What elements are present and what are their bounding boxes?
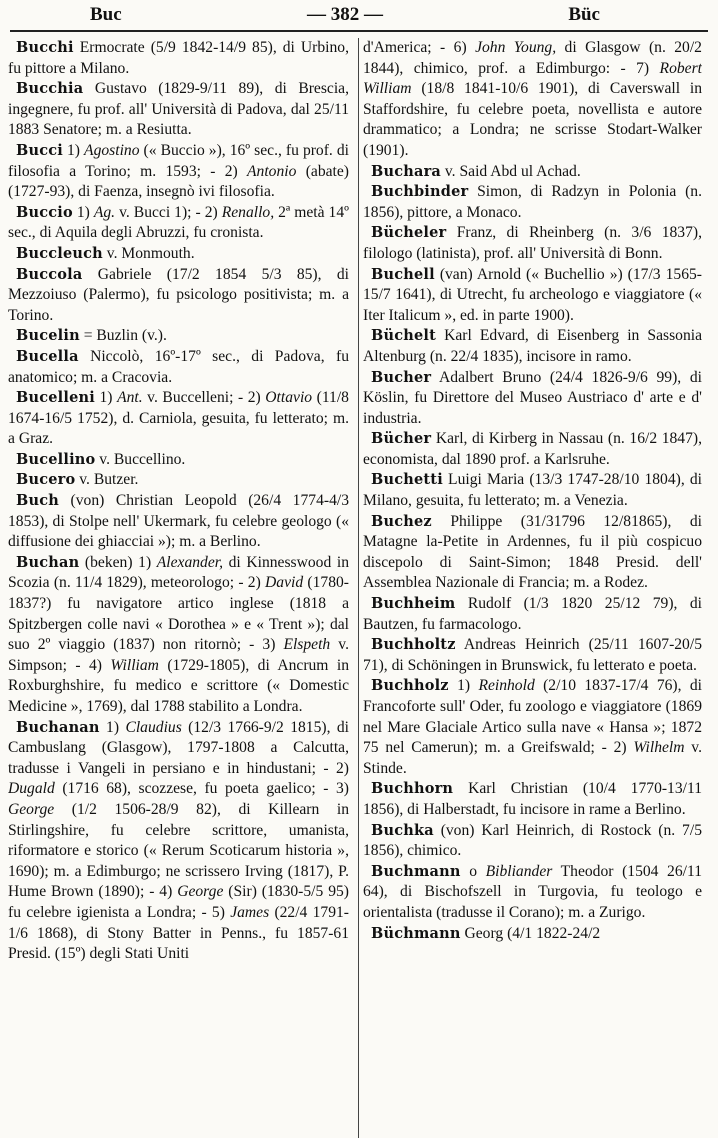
- entry-headword: Buchan: [16, 553, 80, 571]
- entry-headword: Bucellino: [16, 450, 96, 468]
- column-divider: [358, 38, 359, 1138]
- entry-headword: Buccio: [16, 203, 73, 221]
- entry-italic-text: Alexander,: [156, 553, 223, 571]
- entry-text: (22/4 1791-1/6 1868), di Stony Batter in Penns., fu 1857-61 Presid. (15º) degli Stati Uniti: [8, 903, 350, 963]
- dictionary-entry: [363, 862, 702, 924]
- entry-headword: Buchara: [371, 162, 441, 180]
- entry-text: o: [460, 862, 486, 880]
- entry-italic-text: Reinhold: [478, 677, 535, 695]
- entry-italic-text: Wilhelm: [633, 739, 685, 757]
- entry-text: ), di Urbino, fu pittore a Milano.: [8, 39, 349, 77]
- dictionary-entry: [363, 182, 702, 223]
- entry-headword: Buchetti: [371, 471, 443, 489]
- entry-text: Andreas Heinrich (25/11 1607-20/5 71), di Schöningen in Brunswick, fu letterato e poeta.: [363, 636, 702, 674]
- entry-text: Gabriele (17/2 1854 5/3 85), di Mezzoiuso (Palermo), fu psicologo positivista; m. a Torino.: [8, 265, 349, 324]
- dictionary-entry: [363, 594, 702, 635]
- entry-text: 1): [99, 718, 126, 736]
- entry-italic-text: Agostino: [84, 141, 140, 159]
- entry-text: (abate) (1727-93), di Faenza, insegnò ivi filosofia.: [8, 162, 349, 201]
- entry-headword: Buchbinder: [371, 183, 469, 201]
- dictionary-entry: [8, 388, 349, 450]
- dictionary-entry: [363, 470, 702, 511]
- dictionary-entry: [363, 924, 702, 945]
- entry-text: (1/2 1506-28/9 82), di Killearn in Stirlingshire, fu celebre scrittore, umanista, riformatore e storico (« Rerum Scoticarum historia », 1690); m. a Edimburgo; ne scrissero Irving (1817), P. Hume Brown (1890); - 4): [8, 800, 349, 901]
- entry-headword: Buchez: [371, 512, 432, 530]
- entry-headword: Buch: [16, 492, 59, 510]
- entry-text: v. Monmouth.: [102, 244, 195, 262]
- dictionary-entry: [8, 491, 349, 553]
- dictionary-entry: [8, 553, 349, 718]
- entry-headword: Buccola: [16, 265, 83, 283]
- entry-headword: Buchholz: [371, 677, 449, 695]
- entry-headword: Buchmann: [371, 862, 461, 880]
- entry-text: = Buzlin (v.).: [79, 327, 167, 345]
- dictionary-entry: [8, 141, 349, 203]
- entry-text: d'America; - 6): [363, 39, 476, 56]
- entry-text: Niccolò, 16º-17º sec., di Padova, fu anatomico; m. a Cracovia.: [8, 347, 349, 386]
- entry-headword: Buchholtz: [371, 636, 456, 654]
- dictionary-entry: [8, 38, 349, 79]
- entry-text: 1): [94, 389, 118, 407]
- entry-text: (Sir) (1830-5/5 95) fu celebre igienista a Londra; - 5): [8, 883, 349, 921]
- entry-text: Karl, di Kirberg in Nassau (n. 16/2 1847), economista, dal 1890 prof. a Karlsruhe.: [363, 430, 702, 468]
- dictionary-entry: [363, 265, 702, 327]
- entry-italic-text: Ag.: [93, 203, 116, 221]
- entry-text: Adalbert Bruno (24/4 1826-9/6 99), di Köslin, fu Direttore del Museo Austriaco d' arte e d' industria.: [363, 368, 702, 427]
- entry-text: (12/3 1766-9/2 1815), di Cambuslang (Glasgow), 1797-1808 a Calcutta, tradusse i Vangeli in persiano e in hindustani; - 2): [8, 718, 349, 777]
- entry-text: 5/9 1842-14/9 85: [155, 39, 268, 56]
- entry-text: Franz, di Rheinberg (n. 3/6 1837), filologo (latinista), prof. all' Università di Bonn.: [363, 224, 702, 262]
- entry-headword: Bucero: [16, 471, 76, 489]
- dictionary-entry: [8, 203, 349, 244]
- entry-text: v. Simpson; - 4): [8, 636, 349, 674]
- entry-headword: Bucci: [16, 141, 63, 159]
- entry-text: Georg (4/1 1822-24/2: [460, 924, 601, 942]
- left-column: [8, 38, 355, 965]
- entry-text: (« Buccio »), 16º sec., fu prof. di filosofia a Torino; m. 1593; - 2): [8, 141, 349, 180]
- dictionary-entry: [8, 244, 349, 265]
- entry-text: di Kinnesswood in Scozia (n. 11/4 1829), meteorologo; - 2): [8, 553, 349, 592]
- dictionary-entry: [8, 326, 349, 347]
- entry-text: (2/10 1837-17/4 76), di Francoforte sull' Oder, fu zoologo e viaggiatore (1869 nel Mare Glaciale Artico sulla nave « Hansa »; 1872 75 nel Camerun); m. a Greifswald; - 2): [363, 677, 702, 757]
- dictionary-entry: [8, 450, 349, 471]
- entry-italic-text: Ottavio: [265, 389, 313, 407]
- entry-text: (18/8 1841-10/6 1901), di Caverswall in Staffordshire, fu celebre poeta, novellista e autore drammatico; a Londra; ne scrisse Stodart-Walker (1901).: [363, 80, 702, 159]
- entry-text: v. Buccellino.: [95, 450, 186, 468]
- entry-headword: Bucelin: [16, 327, 80, 345]
- entry-text: 1): [62, 141, 85, 159]
- entry-text: v. Buccelleni; - 2): [142, 389, 266, 407]
- page-header: [10, 4, 708, 32]
- two-column-body: [8, 38, 710, 965]
- entry-headword: Bucchia: [16, 80, 84, 98]
- entry-text: Simon, di Radzyn in Polonia (n. 1856), pittore, a Monaco.: [363, 183, 702, 221]
- entry-text: Karl Christian (10/4 1770-13/11 1856), di Halberstadt, fu incisore in rame a Berlino.: [363, 780, 702, 818]
- running-head-left: Buc: [90, 4, 122, 25]
- entry-text: (1729-1805), di Ancrum in Roxburghshire, fu medico e scrittore (« Domestic Medicine », 1769), dal 1788 stabilito a Londra.: [8, 656, 349, 715]
- entry-italic-text: Antonio: [247, 162, 297, 180]
- entry-text: (beken) 1): [79, 553, 157, 571]
- entry-italic-text: Renallo,: [221, 203, 275, 221]
- dictionary-entry: [363, 512, 702, 594]
- entry-headword: Buchheim: [371, 595, 456, 613]
- dictionary-entry: [363, 821, 702, 862]
- entry-headword: Buccleuch: [16, 244, 103, 262]
- dictionary-entry: [8, 470, 349, 491]
- entry-text: (1716 68), scozzese, fu poeta gaelico; - 3): [54, 780, 349, 798]
- dictionary-entry: [8, 79, 349, 141]
- dictionary-entry: [8, 265, 349, 327]
- entry-headword: Buchanan: [16, 718, 100, 736]
- page-number: — 382 —: [307, 4, 383, 25]
- entry-text: v. Butzer.: [75, 471, 139, 489]
- dictionary-entry: [363, 326, 702, 367]
- entry-italic-text: David: [265, 574, 304, 592]
- dictionary-entry: [363, 223, 702, 264]
- entry-headword: Büchmann: [371, 924, 461, 942]
- entry-headword: Buchell: [371, 265, 435, 283]
- entry-text: (1780-1837?) fu navigatore artico inglese (1818 a Spitzbergen colle navi « Dorothea » e « Trent »); dal suo 2º viaggio (1837) non ritornò; - 3): [8, 574, 349, 654]
- dictionary-entry: [363, 635, 702, 676]
- entry-text: (van) Arnold (« Buchellio ») (17/3 1565-15/7 1641), di Utrecht, fu archeologo e viaggiatore (« Iter Italicum », ed. in parte 1900).: [363, 265, 702, 324]
- entry-text: Luigi Maria (13/3 1747-28/10 1804), di Milano, gesuita, fu letterato; m. a Venezia.: [363, 471, 702, 510]
- entry-text: v. Stinde.: [363, 739, 702, 777]
- dictionary-entry: [363, 676, 702, 779]
- entry-text: Ermocrate (: [73, 39, 156, 56]
- entry-italic-text: Claudius: [125, 718, 182, 736]
- entry-italic-text: Ant.: [117, 389, 143, 407]
- entry-italic-text: George: [8, 800, 55, 818]
- entry-headword: Bucher: [371, 368, 432, 386]
- entry-headword: Bucelleni: [16, 389, 95, 407]
- entry-headword: Bücheler: [371, 224, 447, 242]
- entry-text: Gustavo (1829-9/11 89), di Brescia, ingegnere, fu prof. all' Università di Padova, dal 25/11 1883 Senatore; m. a Resiutta.: [8, 80, 349, 139]
- entry-italic-text: Elspeth: [283, 636, 331, 654]
- dictionary-entry: [8, 718, 349, 965]
- entry-text: (von) Karl Heinrich, di Rostock (n. 7/5 1856), chimico.: [363, 821, 702, 860]
- running-head-right: Büc: [568, 4, 600, 25]
- entry-headword: Büchelt: [371, 327, 437, 345]
- entry-headword: Bucchi: [16, 39, 74, 56]
- entry-text: Philippe (31/31796 12/81865), di Matagne la-Petite in Ardennes, fu il più cospicuo discepolo di Saint-Simon; 1848 Presid. dell' Assemblea Nazionale di Francia; m. a Rodez.: [363, 512, 702, 592]
- entry-italic-text: James: [230, 903, 270, 921]
- dictionary-entry: [363, 429, 702, 470]
- entry-headword: Bücher: [371, 430, 432, 448]
- entry-italic-text: John Young,: [475, 39, 557, 56]
- entry-italic-text: Robert William: [363, 59, 702, 98]
- entry-italic-text: William: [110, 656, 159, 674]
- entry-text: (11/8 1674-16/5 1752), d. Carniola, gesuita, fu letterato; m. a Graz.: [8, 389, 349, 448]
- entry-headword: Buchhorn: [371, 780, 454, 798]
- entry-headword: Bucella: [16, 347, 79, 365]
- entry-text: v. Bucci 1); - 2): [115, 203, 222, 221]
- entry-text: 2ª metà 14º sec., di Aquila degli Abruzzi, fu cronista.: [8, 203, 349, 242]
- dictionary-entry: [363, 779, 702, 820]
- dictionary-entry: [363, 368, 702, 430]
- entry-text: Rudolf (1/3 1820 25/12 79), di Bautzen, fu farmacologo.: [363, 595, 702, 633]
- entry-italic-text: Bibliander: [485, 862, 553, 880]
- dictionary-entry: [363, 162, 702, 183]
- dictionary-entry: [363, 38, 702, 162]
- entry-italic-text: George: [177, 883, 224, 901]
- entry-text: (von) Christian Leopold (26/4 1774-4/3 1853), di Stolpe nell' Ukermark, fu celebre geologo (« diffusione dei ghiacciai »); m. a Berlino.: [8, 492, 349, 551]
- entry-text: 1): [448, 677, 479, 695]
- entry-text: Theodor (1504 26/11 64), di Bischofszell in Turgovia, fu teologo e orientalista (tradusse il Corano); m. a Zurigo.: [363, 862, 702, 921]
- right-column: [355, 38, 702, 965]
- entry-headword: Buchka: [371, 821, 434, 839]
- entry-italic-text: Dugald: [8, 780, 55, 798]
- entry-text: di Glasgow (n. 20/2 1844), chimico, prof. a Edimburgo: - 7): [363, 39, 702, 77]
- entry-text: 1): [72, 203, 94, 221]
- dictionary-entry: [8, 347, 349, 388]
- entry-text: Karl Edvard, di Eisenberg in Sassonia Altenburg (n. 22/4 1835), incisore in ramo.: [363, 327, 702, 365]
- entry-text: v. Said Abd ul Achad.: [441, 162, 581, 180]
